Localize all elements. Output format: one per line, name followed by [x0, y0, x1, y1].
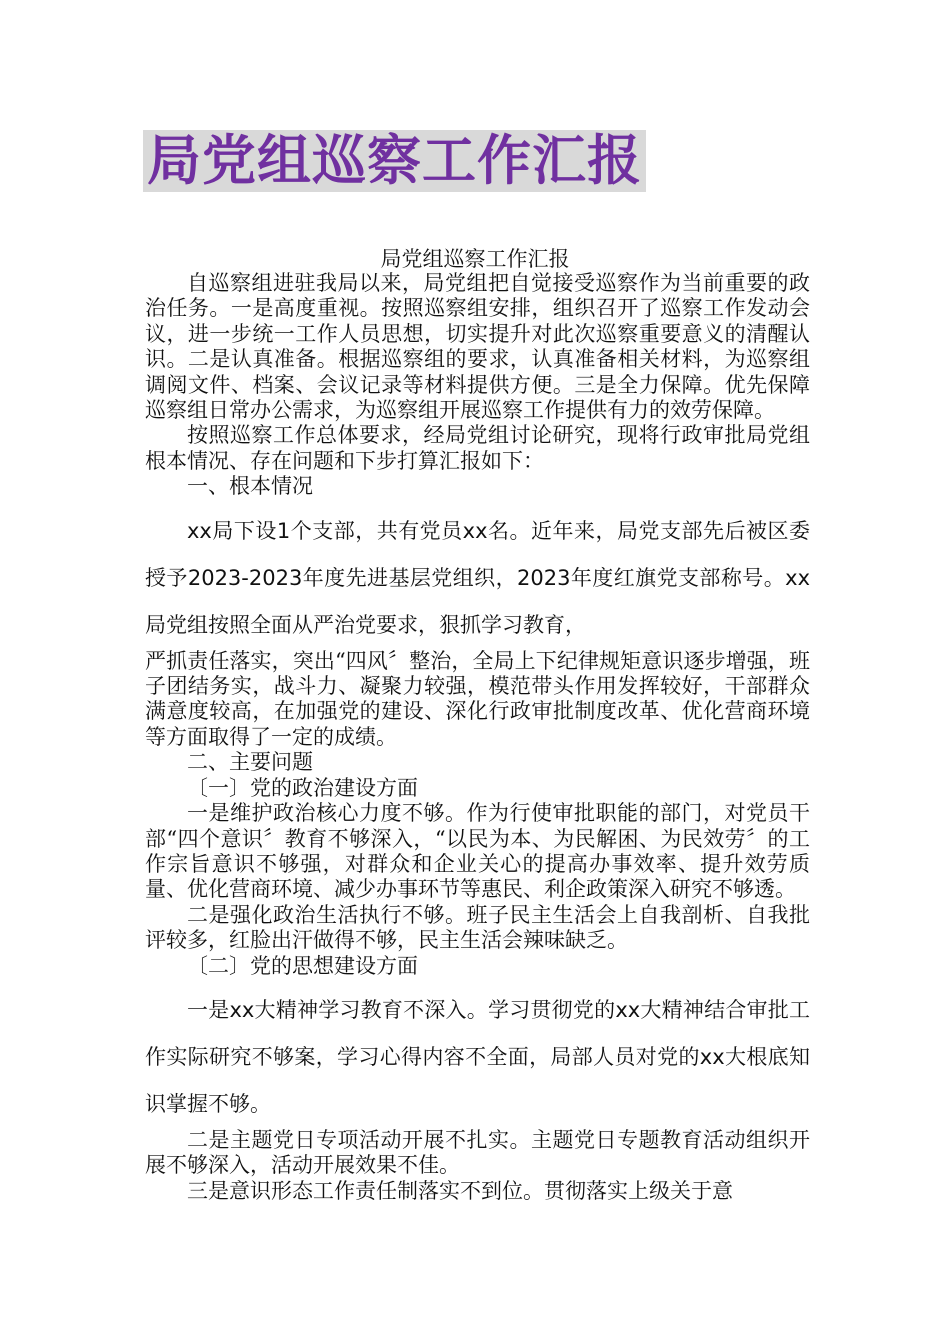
- document-body: [145, 271, 810, 1204]
- paragraph-political-2: 二是强化政治生活执行不够。班子民主生活会上自我剖析、自我批评较多，红脸出汗做得不够，民主生活会辣味缺乏。: [145, 902, 810, 953]
- paragraph-political-1: 一是维护政治核心力度不够。作为行使审批职能的部门，对党员干部“四个意识〞教育不够深入，“以民为本、为民解困、为民效劳〞的工作宗旨意识不够强，对群众和企业关心的提高办事效率、提升效劳质量、优化营商环境、减少办事环节等惠民、利企政策深入研究不够透。: [145, 801, 810, 902]
- subsection-heading-political: 〔一〕党的政治建设方面: [187, 775, 418, 800]
- paragraph-basic-situation: xx局下设1个支部，共有党员xx名。近年来，局党支部先后被区委授予2023-2023年度先进基层党组织，2023年度红旗党支部称号。xx局党组按照全面从严治党要求，狠抓学习教育，: [145, 518, 810, 637]
- paragraph-ideological-3: 三是意识形态工作责任制落实不到位。贯彻落实上级关于意: [187, 1178, 733, 1203]
- paragraph-report-scope: 按照巡察工作总体要求，经局党组讨论研究，现将行政审批局党组根本情况、存在问题和下步打算汇报如下：: [145, 423, 810, 473]
- document-heading: 局党组巡察工作汇报: [380, 247, 570, 271]
- section-heading-problems: 二、主要问题: [187, 750, 313, 775]
- paragraph-intro: 自巡察组进驻我局以来，局党组把自觉接受巡察作为当前重要的政治任务。一是高度重视。按照巡察组安排，组织召开了巡察工作发动会议，进一步统一工作人员思想，切实提升对此次巡察重要意义的清醒认识。二是认真准备。根据巡察组的要求，认真准备相关材料，为巡察组调阅文件、档案、会议记录等材料提供方便。三是全力保障。优先保障巡察组日常办公需求，为巡察组开展巡察工作提供有力的效劳保障。: [145, 271, 810, 423]
- paragraph-basic-achievements: 严抓责任落实，突出“四风〞整治，全局上下纪律规矩意识逐步增强，班子团结务实，战斗力、凝聚力较强，模范带头作用发挥较好，干部群众满意度较高，在加强党的建设、深化行政审批制度改革、优化营商环境等方面取得了一定的成绩。: [145, 648, 810, 749]
- paragraph-ideological-2: 二是主题党日专项活动开展不扎实。主题党日专题教育活动组织开展不够深入，活动开展效果不佳。: [145, 1127, 810, 1178]
- banner-title: 局党组巡察工作汇报: [143, 130, 646, 192]
- paragraph-ideological-1: 一是xx大精神学习教育不深入。学习贯彻党的xx大精神结合审批工作实际研究不够案，学习心得内容不全面，局部人员对党的xx大根底知识掌握不够。: [145, 997, 810, 1116]
- subsection-heading-ideological: 〔二〕党的思想建设方面: [187, 953, 418, 978]
- section-heading-basic: 一、根本情况: [187, 474, 313, 499]
